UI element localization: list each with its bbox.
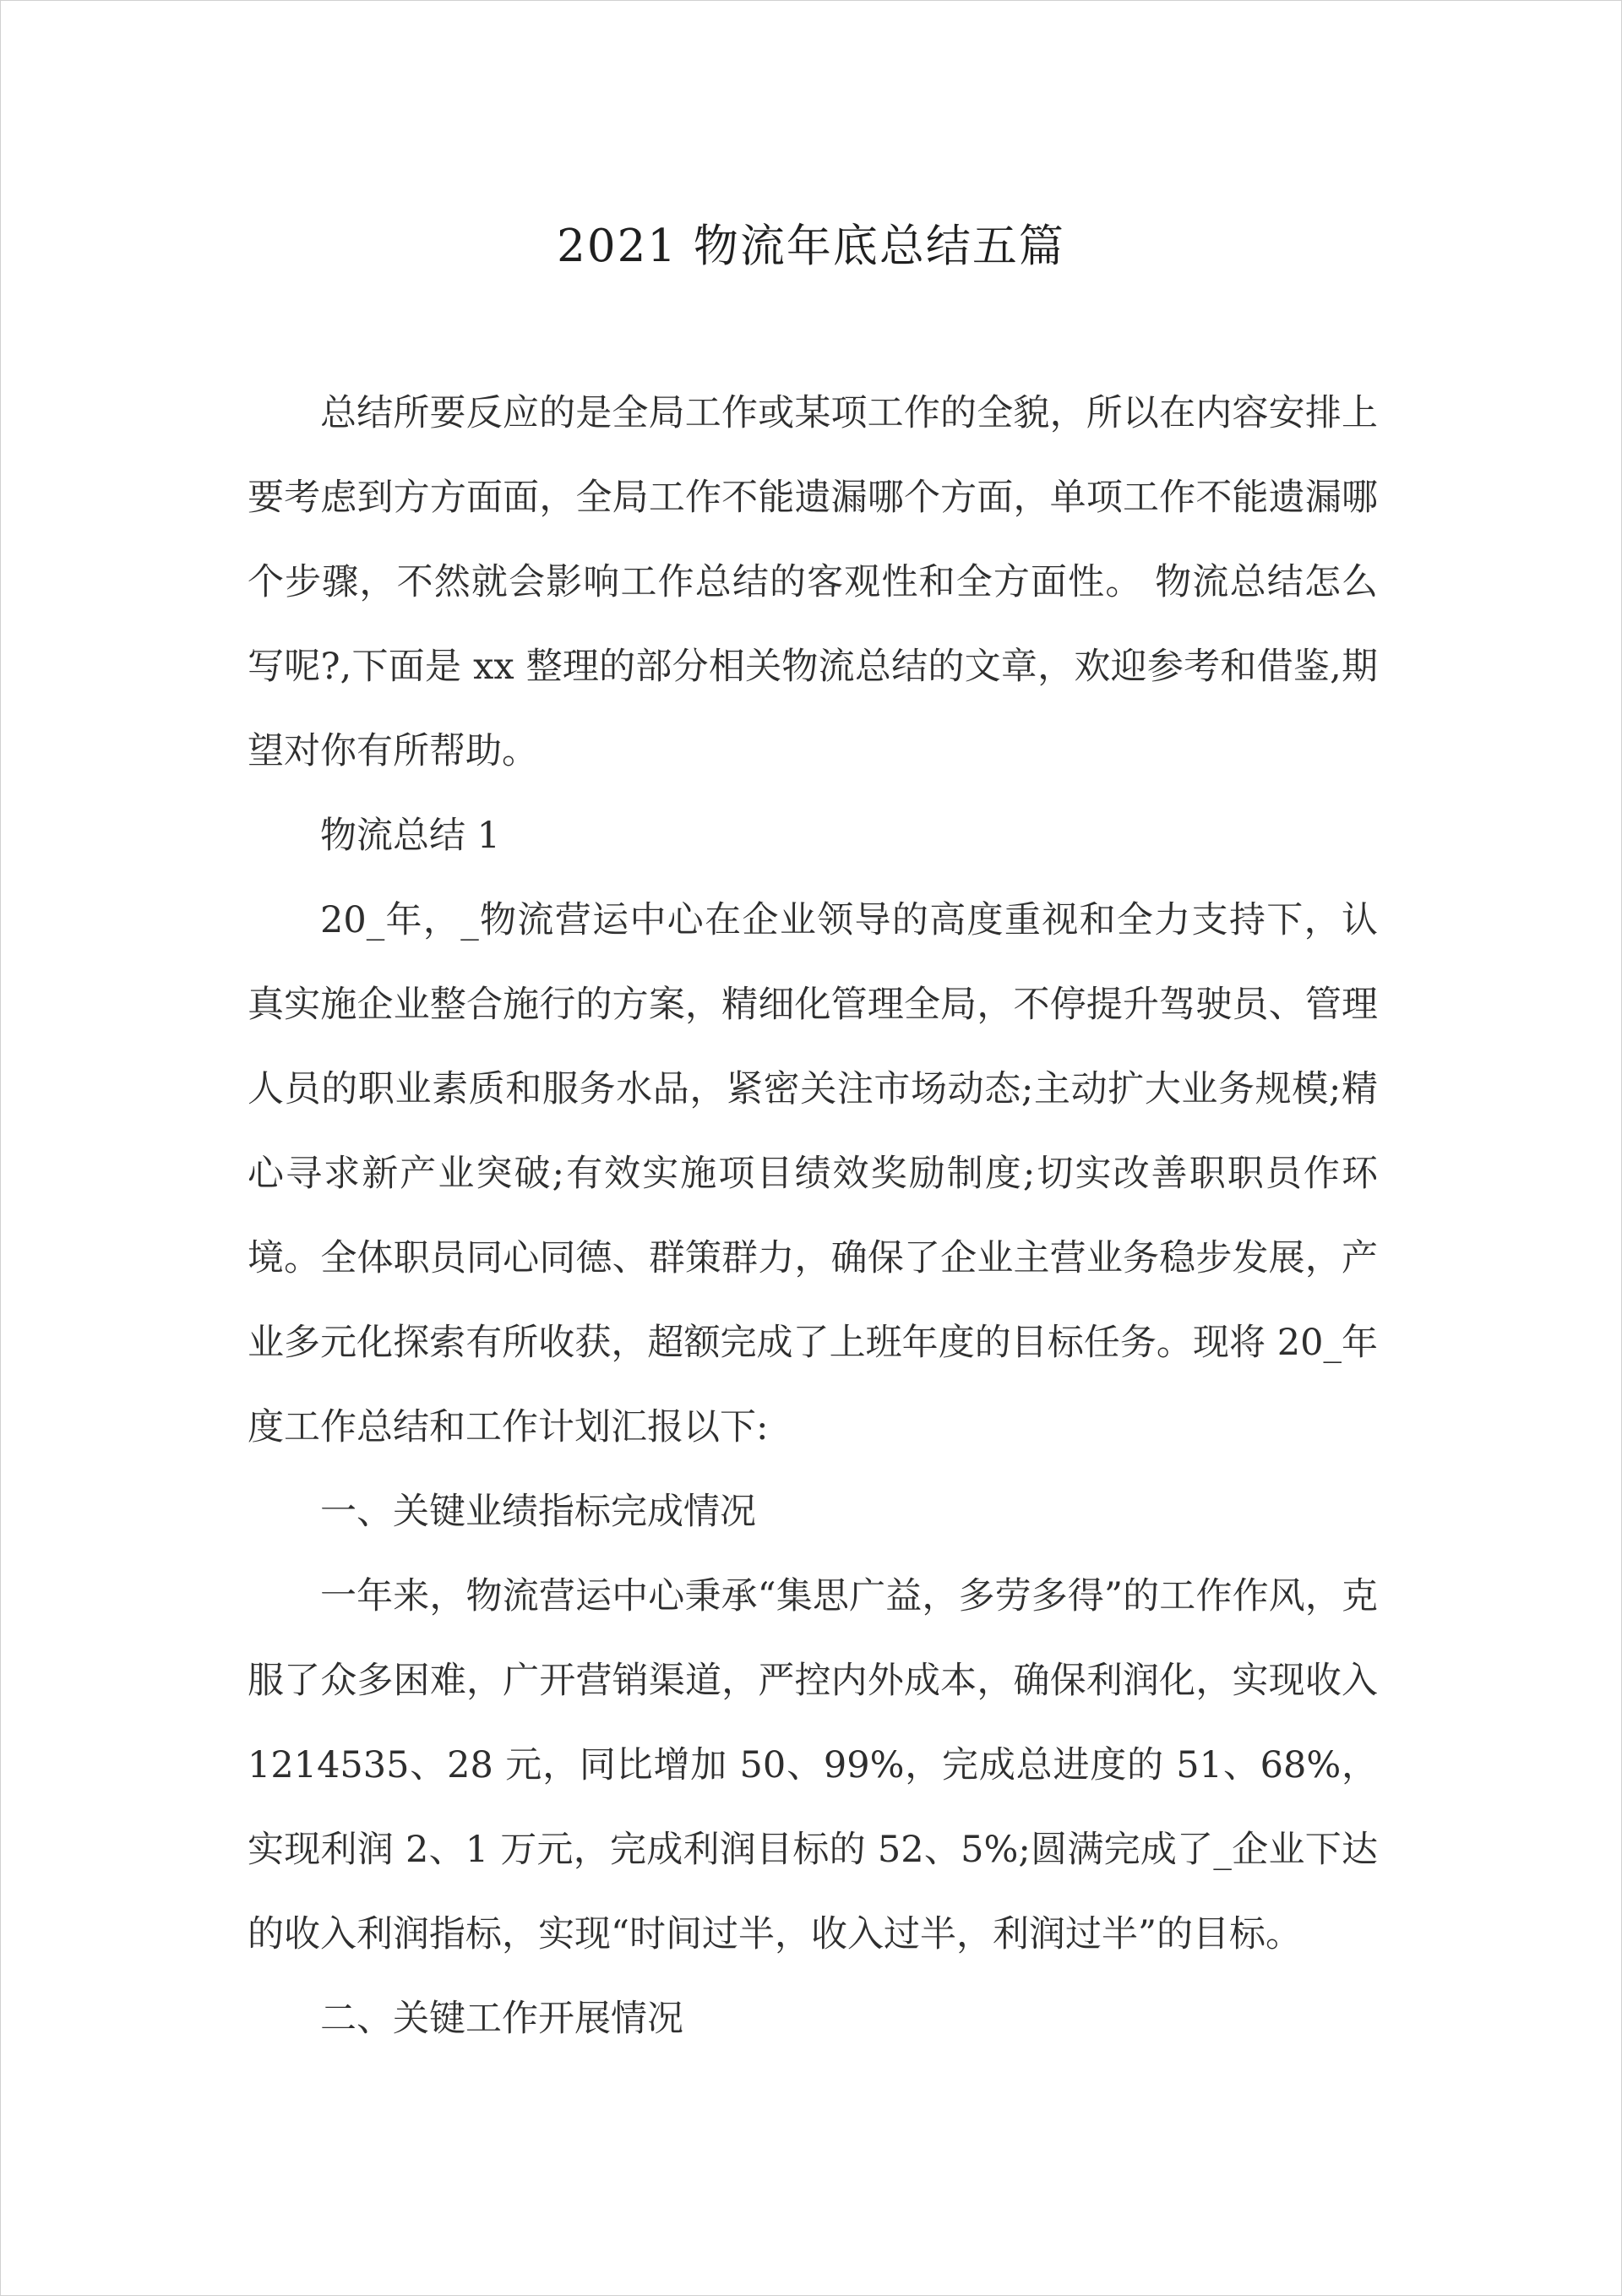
intro-paragraph: 总结所要反应的是全局工作或某项工作的全貌，所以在内容安排上要考虑到方方面面，全局工作不能遗漏哪个方面，单项工作不能遗漏哪个步骤，不然就会影响工作总结的客观性和全方面性。 物流总结怎么写呢?,下面是 xx 整理的部分相关物流总结的文章，欢迎参考和借鉴,期望对你有所帮助。	[248, 392, 1378, 772]
document-body	[248, 371, 1378, 2061]
section-title: 物流总结 1	[320, 815, 501, 857]
summary-paragraph: 20_年，_物流营运中心在企业领导的高度重视和全力支持下，认真实施企业整合施行的方案，精细化管理全局，不停提升驾驶员、管理人员的职业素质和服务水品，紧密关注市场动态;主动扩大业务规模;精心寻求新产业突破;有效实施项目绩效奖励制度;切实改善职职员作环境。全体职员同心同德、群策群力，确保了企业主营业务稳步发展，产业多元化探索有所收获，超额完成了上班年度的目标任务。现将 20_年度工作总结和工作计划汇报以下:	[248, 899, 1378, 1448]
heading-kpi: 一、关键业绩指标完成情况	[320, 1491, 756, 1533]
kpi-paragraph: 一年来，物流营运中心秉承“集思广益，多劳多得”的工作作风，克服了众多困难，广开营销渠道，严控内外成本，确保利润化，实现收入 1214535、28 元，同比增加 50、99%，完成总进度的 51、68%，实现利润 2、1 万元，完成利润目标的 52、5%;圆满完成了_企业下达的收入利润指标，实现“时间过半，收入过半，利润过半”的目标。	[248, 1575, 1378, 1955]
document-title: 2021 物流年底总结五篇	[557, 221, 1065, 272]
heading-key-work: 二、关键工作开展情况	[320, 1998, 683, 2040]
